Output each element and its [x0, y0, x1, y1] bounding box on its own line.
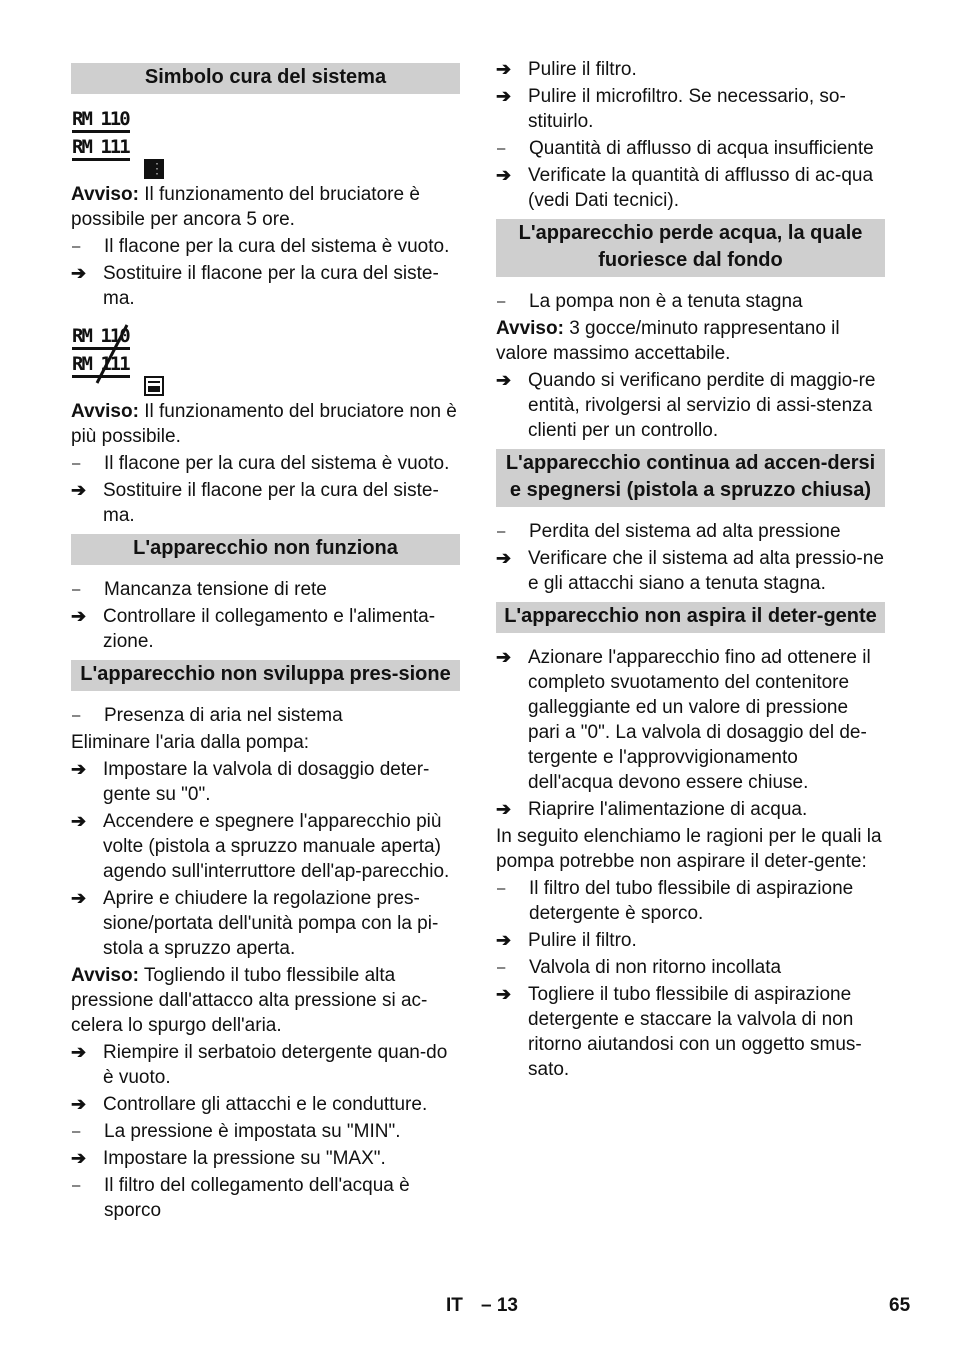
system-care-symbol-empty: [71, 323, 460, 397]
warning-text: Avviso: Togliendo il tubo flessibile alta pressione dall'attacco alta pressione si ac-celera lo spurgo dell'aria.: [71, 965, 428, 1036]
action-item: ➔ Pulire il microfiltro. Se necessario, so-stituirlo.: [496, 86, 846, 132]
cause-item: – Perdita del sistema ad alta pressione: [497, 521, 841, 542]
cause-item: – La pressione è impostata su "MIN".: [72, 1121, 401, 1142]
arrow-right-icon: ➔: [496, 647, 512, 667]
dash-icon: –: [72, 707, 81, 724]
warning-text: Avviso: 3 gocce/minuto rappresentano il valore massimo accettabile.: [496, 318, 840, 364]
action-item: ➔ Sostituire il flacone per la cura del siste-ma.: [71, 263, 439, 309]
dash-icon: –: [72, 455, 81, 472]
arrow-right-icon: ➔: [71, 1042, 87, 1062]
cause-item: – Valvola di non ritorno incollata: [497, 957, 782, 978]
arrow-right-icon: ➔: [496, 370, 512, 390]
cause-item: – Il filtro del collegamento dell'acqua è sporco: [72, 1175, 410, 1221]
arrow-right-icon: ➔: [496, 548, 512, 568]
footer-section-number: – 13: [481, 1295, 518, 1316]
section-heading: L'apparecchio non sviluppa pres-sione: [71, 660, 460, 691]
section-heading: L'apparecchio non aspira il deter-gente: [496, 602, 885, 633]
system-care-symbol-ok: [71, 106, 460, 180]
action-item: ➔ Impostare la valvola di dosaggio deter-gente su "0".: [71, 759, 430, 805]
rm110-label: RM 110: [72, 109, 130, 133]
cause-item: – Quantità di afflusso di acqua insufficiente: [497, 138, 874, 159]
empty-container-icon: [144, 376, 164, 396]
right-column: [496, 57, 885, 1084]
action-item: ➔ Verificate la quantità di afflusso di ac-qua (vedi Dati tecnici).: [496, 165, 874, 211]
cause-item: – Il filtro del tubo flessibile di aspirazione detergente è sporco.: [497, 878, 854, 924]
rm110-label: RM 110: [72, 326, 130, 350]
body-text: Eliminare l'aria dalla pompa:: [71, 732, 310, 753]
arrow-right-icon: ➔: [496, 59, 512, 79]
dash-icon: –: [497, 959, 506, 976]
arrow-right-icon: ➔: [496, 799, 512, 819]
page-number: 65: [889, 1295, 911, 1316]
dash-icon: –: [72, 1123, 81, 1140]
action-item: ➔ Verificare che il sistema ad alta pressio-ne e gli attacchi siano a tenuta stagna.: [496, 548, 884, 594]
warning-text: Avviso: Il funzionamento del bruciatore è possibile per ancora 5 ore.: [71, 184, 420, 230]
dash-icon: –: [497, 140, 506, 157]
action-item: ➔ Controllare il collegamento e l'alimenta-zione.: [71, 606, 436, 652]
action-item: ➔ Quando si verificano perdite di maggio-re entità, rivolgersi al servizio di assi-stenza clienti per un controllo.: [496, 370, 876, 441]
body-text: In seguito elenchiamo le ragioni per le quali la pompa potrebbe non aspirare il deter-gente:: [496, 826, 882, 872]
action-item: ➔ Pulire il filtro.: [496, 59, 637, 80]
dash-icon: –: [72, 581, 81, 598]
dash-icon: –: [497, 880, 506, 897]
cause-item: – La pompa non è a tenuta stagna: [497, 291, 803, 312]
rm111-label: RM 111: [72, 137, 130, 161]
arrow-right-icon: ➔: [71, 811, 87, 831]
action-item: ➔ Togliere il tubo flessibile di aspirazione detergente e staccare la valvola di non ritorno aiutandosi con un oggetto smus-sato.: [496, 984, 862, 1080]
dash-icon: –: [497, 523, 506, 540]
dash-icon: –: [497, 293, 506, 310]
dash-icon: –: [72, 238, 81, 255]
rm111-label: RM 111: [72, 354, 130, 378]
action-item: ➔ Riempire il serbatoio detergente quan-do è vuoto.: [71, 1042, 448, 1088]
action-item: ➔ Impostare la pressione su "MAX".: [71, 1148, 386, 1169]
section-heading: Simbolo cura del sistema: [71, 63, 460, 94]
arrow-right-icon: ➔: [71, 888, 87, 908]
arrow-right-icon: ➔: [71, 263, 87, 283]
action-item: ➔ Controllare gli attacchi e le condutture.: [71, 1094, 428, 1115]
section-heading: L'apparecchio continua ad accen-dersi e spegnersi (pistola a spruzzo chiusa): [496, 449, 885, 507]
footer-language: IT: [446, 1295, 463, 1316]
arrow-right-icon: ➔: [71, 480, 87, 500]
cause-item: – Presenza di aria nel sistema: [72, 705, 343, 726]
cause-item: – Il flacone per la cura del sistema è vuoto.: [72, 453, 450, 474]
strike-through-icon: [93, 323, 129, 385]
cause-item: – Il flacone per la cura del sistema è vuoto.: [72, 236, 450, 257]
action-item: ➔ Riaprire l'alimentazione di acqua.: [496, 799, 808, 820]
arrow-right-icon: ➔: [71, 759, 87, 779]
arrow-right-icon: ➔: [71, 606, 87, 626]
action-item: ➔ Pulire il filtro.: [496, 930, 637, 951]
left-column: [71, 57, 460, 1225]
arrow-right-icon: ➔: [71, 1148, 87, 1168]
cause-item: – Mancanza tensione di rete: [72, 579, 327, 600]
action-item: ➔ Azionare l'apparecchio fino ad ottenere il completo svuotamento del contenitore galleggiante ed un valore di pressione pari a "0". La valvola di dosaggio del de-tergente e l'approvvigionamento dell'acqua devono essere chiuse.: [496, 647, 871, 793]
warning-text: Avviso: Il funzionamento del bruciatore non è più possibile.: [71, 401, 457, 447]
dash-icon: –: [72, 1177, 81, 1194]
section-heading: L'apparecchio perde acqua, la quale fuoriesce dal fondo: [496, 219, 885, 277]
action-item: ➔ Aprire e chiudere la regolazione pres-sione/portata dell'unità pompa con la pi-stola a spruzzo aperta.: [71, 888, 439, 959]
action-item: ➔ Accendere e spegnere l'apparecchio più volte (pistola a spruzzo manuale aperta) agendo sull'interruttore dell'ap-parecchio.: [71, 811, 450, 882]
indicator-icon: [144, 159, 164, 179]
arrow-right-icon: ➔: [496, 930, 512, 950]
arrow-right-icon: ➔: [496, 984, 512, 1004]
arrow-right-icon: ➔: [496, 86, 512, 106]
action-item: ➔ Sostituire il flacone per la cura del siste-ma.: [71, 480, 439, 526]
arrow-right-icon: ➔: [496, 165, 512, 185]
section-heading: L'apparecchio non funziona: [71, 534, 460, 565]
arrow-right-icon: ➔: [71, 1094, 87, 1114]
